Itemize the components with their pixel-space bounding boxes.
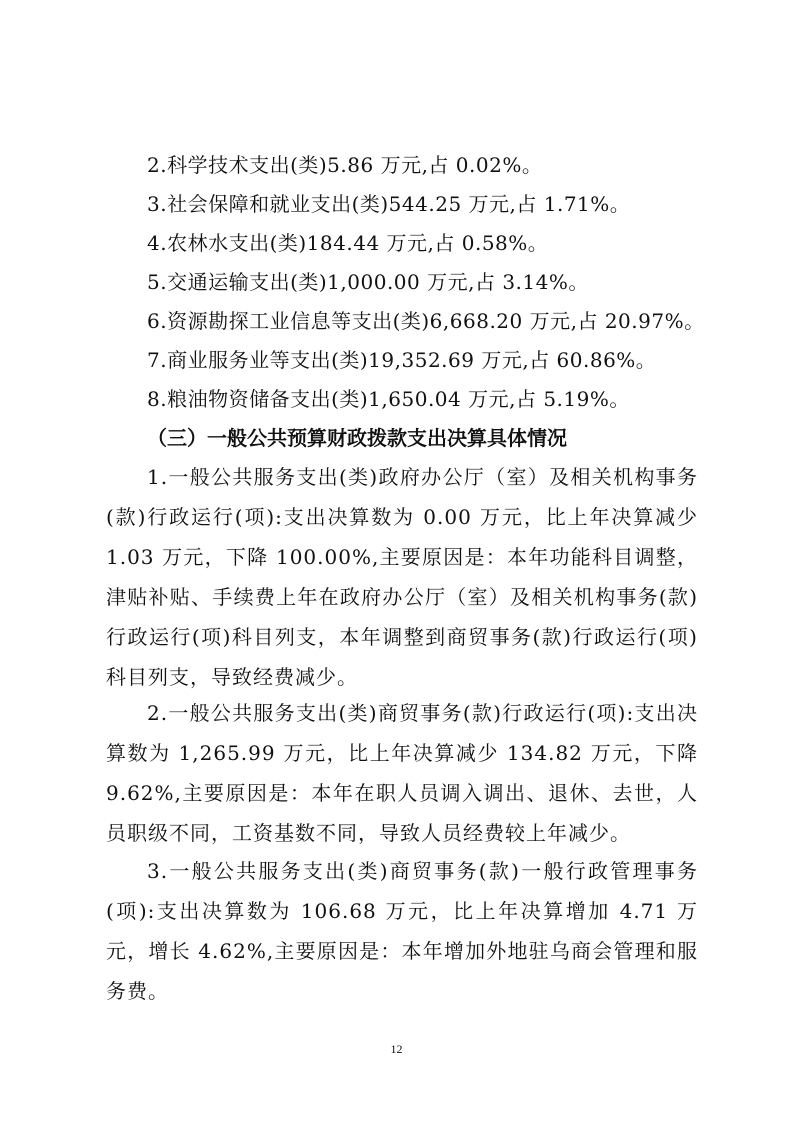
page-number: 12 (390, 1042, 403, 1056)
paragraph: 1.一般公共服务支出(类)政府办公厅（室）及相关机构事务(款)行政运行(项):支出决算数为 0.00 万元，比上年决算减少 1.03 万元，下降 100.00%,主要原因是：本年功能科目调整，津贴补贴、手续费上年在政府办公厅（室）及相关机构事务(款)行政运行(项)科目列支，本年调整到商贸事务(款)行政运行(项)科目列支，导致经费减少。 (106, 465, 698, 689)
section-heading: （三）一般公共预算财政拨款支出决算具体情况 (147, 426, 567, 450)
list-item: 2.科学技术支出(类)5.86 万元,占 0.02%。 (147, 153, 543, 177)
list-item: 6.资源勘探工业信息等支出(类)6,668.20 万元,占 20.97%。 (147, 309, 705, 333)
list-item: 3.社会保障和就业支出(类)544.25 万元,占 1.71%。 (147, 192, 631, 216)
paragraph: 2.一般公共服务支出(类)商贸事务(款)行政运行(项):支出决算数为 1,265.99 万元，比上年决算减少 134.82 万元，下降 9.62%,主要原因是：本年在职人员调入调出、退休、去世，人员职级不同，工资基数不同，导致人员经费较上年减少。 (106, 701, 698, 845)
list-item: 7.商业服务业等支出(类)19,352.69 万元,占 60.86%。 (147, 348, 657, 372)
list-item: 8.粮油物资储备支出(类)1,650.04 万元,占 5.19%。 (147, 387, 630, 411)
list-item: 4.农林水支出(类)184.44 万元,占 0.58%。 (147, 231, 549, 255)
list-item: 5.交通运输支出(类)1,000.00 万元,占 3.14%。 (147, 270, 589, 294)
paragraph: 3.一般公共服务支出(类)商贸事务(款)一般行政管理事务(项):支出决算数为 106.68 万元，比上年决算增加 4.71 万元，增长 4.62%,主要原因是：本年增加外地驻乌商会管理和服务费。 (106, 859, 698, 1003)
